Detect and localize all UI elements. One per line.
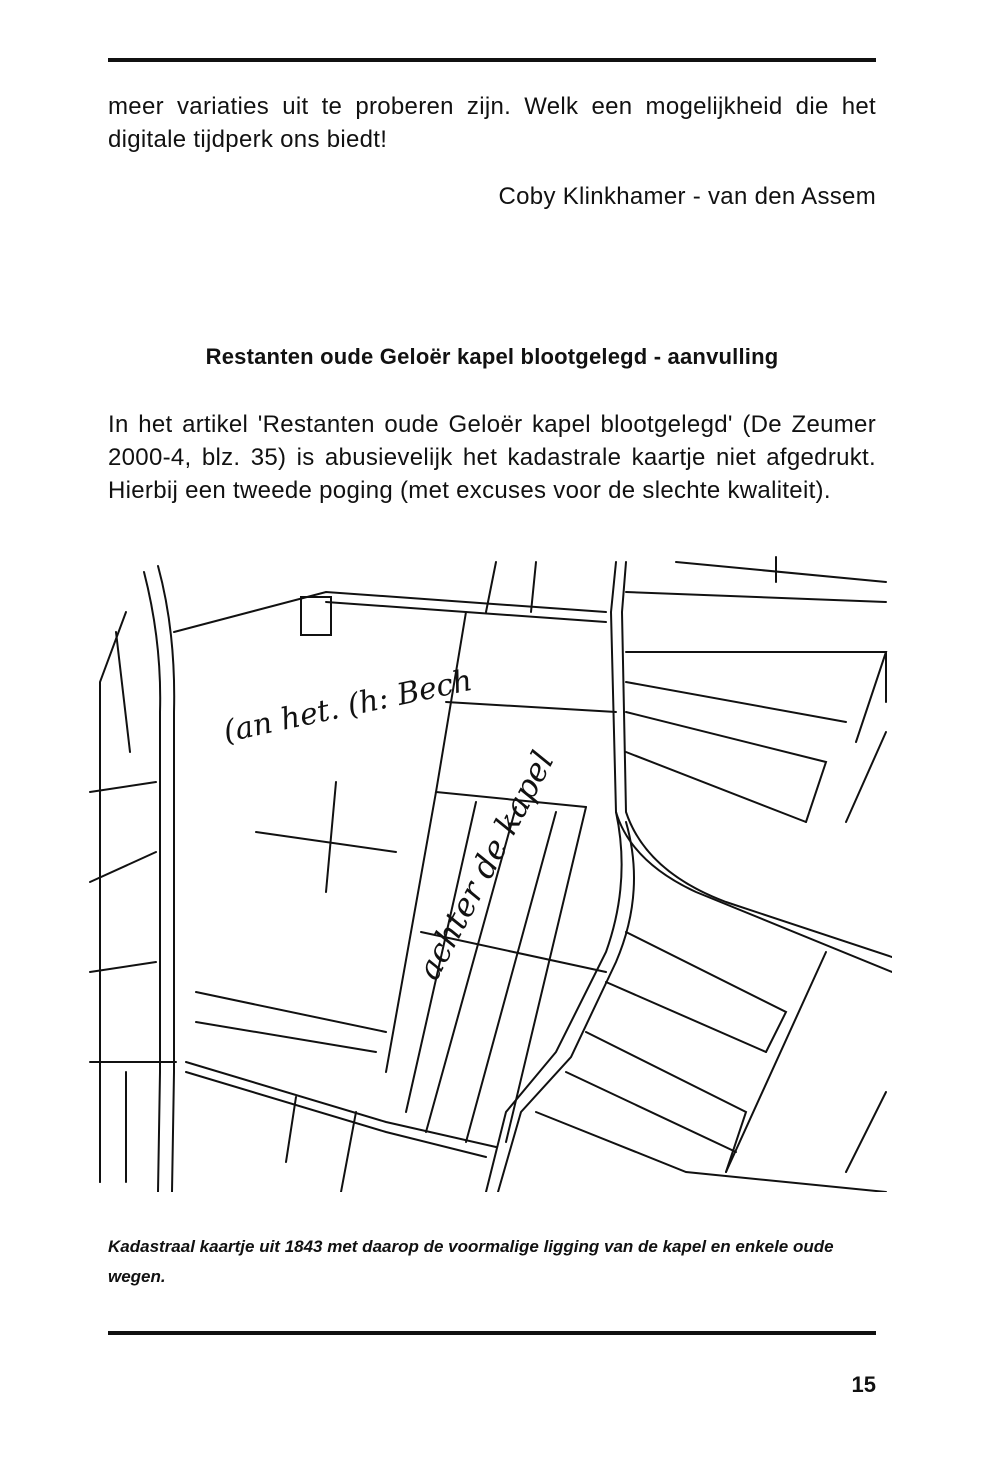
top-rule xyxy=(108,58,876,62)
intro-paragraph: meer variaties uit te proberen zijn. Welk een mogelijkheid die het digitale tijdperk ons biedt! xyxy=(108,93,876,153)
map-caption: Kadastraal kaartje uit 1843 met daarop de voormalige ligging van de kapel en enkele oude wegen. xyxy=(108,1237,834,1286)
page-number: 15 xyxy=(851,1372,876,1397)
author-signature: Coby Klinkhamer - van den Assem xyxy=(498,183,876,210)
map-label-top: (an het. (h: Bech xyxy=(220,662,476,750)
article-body: In het artikel 'Restanten oude Geloër kapel blootgelegd' (De Zeumer 2000-4, blz. 35) is abusievelijk het kadastrale kaartje niet afgedrukt. Hierbij een tweede poging (met excuses voor de slechte kwaliteit). xyxy=(108,411,876,504)
article-heading: Restanten oude Geloër kapel blootgelegd - aanvulling xyxy=(205,344,779,369)
map-label-kapel: achter de kapel xyxy=(409,744,562,986)
cadastral-map xyxy=(86,552,892,1192)
bottom-rule xyxy=(108,1331,876,1335)
